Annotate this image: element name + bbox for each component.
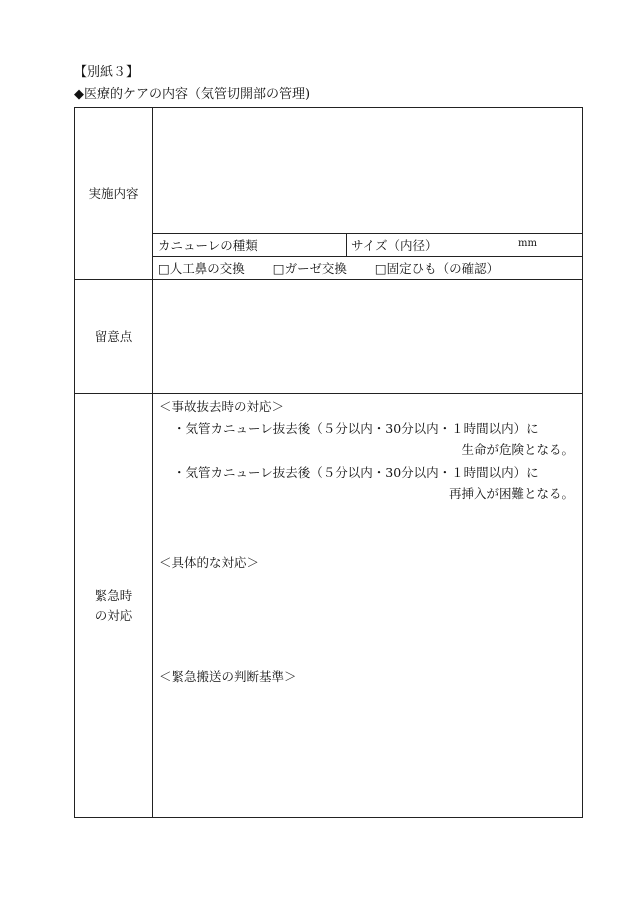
bullet2-line2: 再挿入が困難となる。 — [448, 486, 574, 501]
emergency-label-line1: 緊急時 — [94, 587, 133, 603]
emergency-row — [75, 394, 583, 818]
cannula-info-line — [153, 233, 582, 257]
section-title: ◆医療的ケアの内容（気管切開部の管理) — [74, 87, 311, 102]
emergency-label-line2: の対応 — [94, 607, 133, 623]
care-form-table — [74, 107, 583, 818]
specific-header: ＜具体的な対応＞ — [159, 555, 260, 570]
transport-header: ＜緊急搬送の判断基準＞ — [159, 669, 297, 684]
accident-header: ＜事故抜去時の対応＞ — [159, 399, 285, 414]
implementation-label: 実施内容 — [75, 108, 153, 280]
bullet1-line2: 生命が危険となる。 — [461, 442, 574, 457]
cannula-info-divider — [346, 233, 347, 256]
emergency-label — [75, 394, 153, 818]
emergency-content — [153, 394, 583, 818]
implementation-row — [75, 108, 583, 280]
notes-label: 留意点 — [75, 280, 153, 394]
check-items-line — [158, 259, 499, 277]
notes-row — [75, 280, 583, 394]
attachment-label: 【別紙３】 — [74, 65, 140, 80]
cannula-type-label: カニューレの種類 — [158, 238, 258, 253]
check-artificial-nose[interactable]: □人工鼻の交換 — [158, 261, 245, 276]
check-gauze-exchange[interactable]: □ガーゼ交換 — [272, 261, 347, 276]
implementation-blank-area — [153, 108, 582, 234]
notes-content — [153, 280, 583, 394]
implementation-content — [153, 108, 583, 280]
size-label: サイズ（内径） — [351, 238, 438, 253]
check-fixing-strap[interactable]: □固定ひも（の確認） — [374, 261, 500, 276]
bullet1-line1: ・気管カニューレ抜去後（５分以内・30分以内・１時間以内）に — [173, 421, 539, 436]
size-unit: mm — [518, 238, 537, 249]
bullet2-line1: ・気管カニューレ抜去後（５分以内・30分以内・１時間以内）に — [173, 465, 539, 480]
